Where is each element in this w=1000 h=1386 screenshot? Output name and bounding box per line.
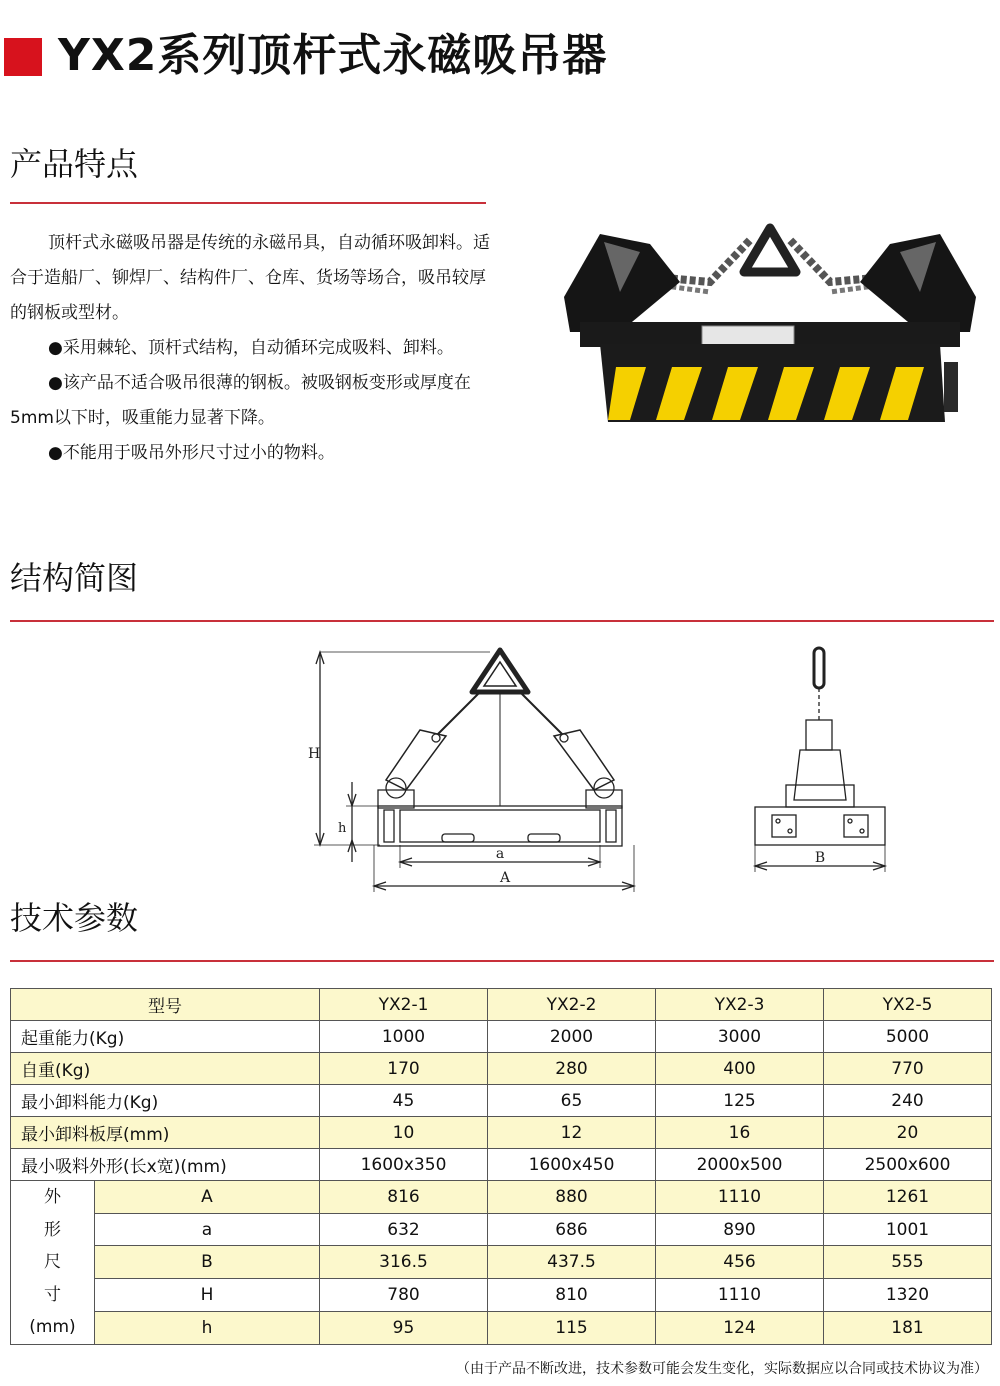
table-cell: 5000 [824,1021,992,1053]
header-model: YX2-1 [320,989,488,1021]
table-cell: 816 [320,1181,488,1214]
features-intro: 顶杆式永磁吸吊器是传统的永磁吊具，自动循环吸卸料。适合于造船厂、铆焊厂、结构件厂、仓库、货场等场合，吸吊较厚的钢板或型材。 [10,233,490,323]
table-row-dim [11,1246,992,1279]
table-cell: 20 [824,1117,992,1149]
dim-row-label: h [95,1311,320,1344]
header-model: YX2-3 [656,989,824,1021]
dim-label-A: A [499,870,511,886]
table-cell: 280 [488,1053,656,1085]
table-cell: 1261 [824,1181,992,1214]
row-label: 最小卸料板厚(mm) [11,1117,320,1149]
table-cell: 45 [320,1085,488,1117]
table-cell: 316.5 [320,1246,488,1279]
table-cell: 181 [824,1311,992,1344]
table-cell: 770 [824,1053,992,1085]
row-label: 起重能力(Kg) [11,1021,320,1053]
row-label: 最小吸料外形(长x宽)(mm) [11,1149,320,1181]
section-rule-features [10,202,486,204]
table-cell: 12 [488,1117,656,1149]
table-cell: 125 [656,1085,824,1117]
table-cell: 456 [656,1246,824,1279]
table-cell: 16 [656,1117,824,1149]
table-cell: 2000x500 [656,1149,824,1181]
table-cell: 780 [320,1279,488,1312]
table-cell: 10 [320,1117,488,1149]
section-rule-structure [10,620,994,622]
table-cell: 115 [488,1311,656,1344]
dim-row-label: a [95,1213,320,1246]
section-rule-specs [10,960,994,962]
table-row-dim [11,1213,992,1246]
features-text [10,226,490,471]
page-title: YX2系列顶杆式永磁吸吊器 [58,30,608,81]
table-row [11,1053,992,1085]
feature-bullet-2: ●该产品不适合吸吊很薄的钢板。被吸钢板变形或厚度在5mm以下时，吸重能力显著下降。 [10,373,471,428]
table-cell: 1001 [824,1213,992,1246]
table-cell: 3000 [656,1021,824,1053]
table-cell: 686 [488,1213,656,1246]
title-square-marker [4,38,42,76]
table-row [11,1149,992,1181]
product-photo [560,222,980,432]
table-cell: 632 [320,1213,488,1246]
table-cell: 124 [656,1311,824,1344]
header-model: YX2-2 [488,989,656,1021]
table-cell: 1600x350 [320,1149,488,1181]
footnote: （由于产品不断改进，技术参数可能会发生变化，实际数据应以合同或技术协议为准） [456,1361,988,1377]
dim-label-B: B [814,850,826,866]
table-cell: 2000 [488,1021,656,1053]
table-row-header [11,989,992,1021]
table-cell: 2500x600 [824,1149,992,1181]
table-row [11,1117,992,1149]
table-cell: 1110 [656,1181,824,1214]
table-row [11,1085,992,1117]
table-cell: 890 [656,1213,824,1246]
dim-row-label: A [95,1181,320,1214]
table-cell: 65 [488,1085,656,1117]
table-cell: 1110 [656,1279,824,1312]
table-cell: 437.5 [488,1246,656,1279]
dim-group-char: 形 [44,1219,61,1240]
table-row-dim [11,1181,992,1214]
spec-table [10,988,992,1345]
table-cell: 1320 [824,1279,992,1312]
dim-group-char: 外 [44,1187,61,1207]
dim-label-h: h [338,821,347,836]
dim-label-H: H [308,746,321,762]
row-label: 自重(Kg) [11,1053,320,1085]
header-model-label: 型号 [11,989,320,1021]
feature-bullet-3: ●不能用于吸吊外形尺寸过小的物料。 [48,443,335,463]
table-cell: 880 [488,1181,656,1214]
table-row-dim [11,1279,992,1312]
dim-row-label: B [95,1246,320,1279]
dim-label-a: a [495,846,505,862]
header-model: YX2-5 [824,989,992,1021]
table-cell: 170 [320,1053,488,1085]
table-cell: 240 [824,1085,992,1117]
table-cell: 1000 [320,1021,488,1053]
section-heading-specs: 技术参数 [10,899,139,937]
section-heading-structure: 结构简图 [10,559,139,597]
table-cell: 95 [320,1311,488,1344]
structure-diagram [300,640,900,895]
table-cell: 555 [824,1246,992,1279]
dim-group-char: 寸 [44,1284,61,1305]
table-row [11,1021,992,1053]
dim-group-label [11,1181,95,1345]
dim-row-label: H [95,1279,320,1312]
feature-bullet-1: ●采用棘轮、顶杆式结构，自动循环完成吸料、卸料。 [48,338,454,358]
table-cell: 400 [656,1053,824,1085]
dim-group-char: (mm) [29,1317,76,1337]
table-cell: 1600x450 [488,1149,656,1181]
table-cell: 810 [488,1279,656,1312]
section-heading-features: 产品特点 [10,145,139,183]
table-row-dim [11,1311,992,1344]
dim-group-char: 尺 [44,1252,61,1272]
row-label: 最小卸料能力(Kg) [11,1085,320,1117]
